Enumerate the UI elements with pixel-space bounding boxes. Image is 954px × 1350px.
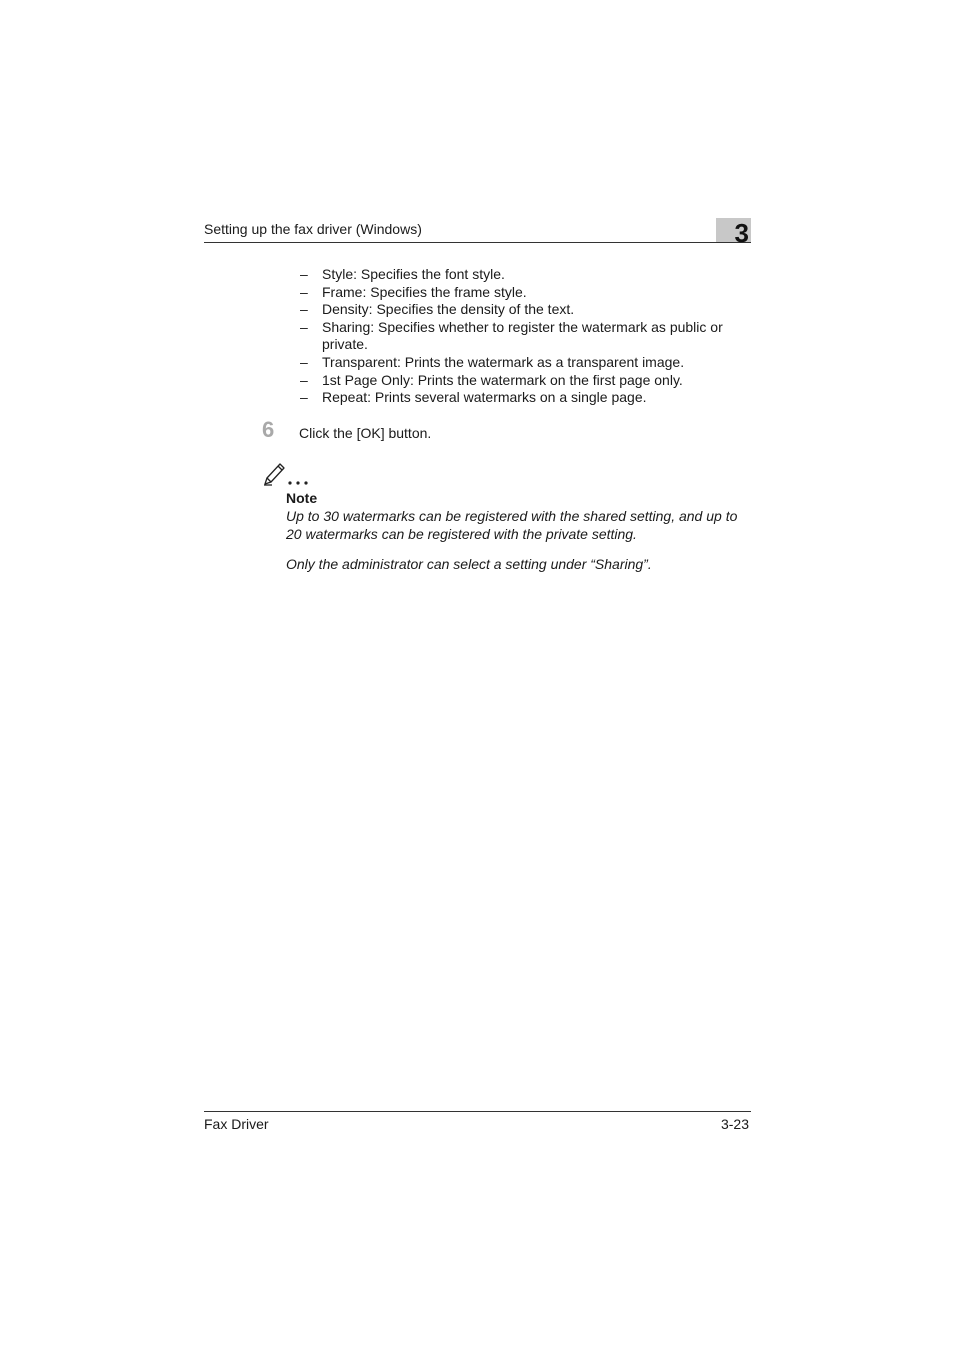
header-title: Setting up the fax driver (Windows): [204, 221, 422, 237]
list-item: [300, 389, 752, 407]
step-number: 6: [262, 417, 275, 442]
page-footer: [204, 1111, 751, 1136]
bullet-dash: –: [300, 318, 308, 335]
page-header: [204, 218, 751, 248]
list-item: [300, 284, 752, 302]
list-item-text: Style: Specifies the font style.: [322, 266, 505, 282]
list-item-text: Sharing: Specifies whether to register the watermark as public or private.: [322, 318, 723, 353]
list-item-text: Density: Specifies the density of the text.: [322, 301, 575, 318]
step-text: Click the [OK] button.: [299, 425, 432, 441]
bullet-dash: –: [300, 353, 308, 370]
page-number: 3-23: [720, 1116, 749, 1132]
list-item: [300, 372, 752, 390]
list-item-text: 1st Page Only: Prints the watermark on the first page only.: [322, 371, 683, 388]
step-6: [262, 418, 752, 444]
bullet-dash: –: [300, 266, 308, 282]
footer-title: Fax Driver: [204, 1116, 269, 1132]
bullet-dash: –: [300, 389, 308, 406]
option-list: [300, 266, 752, 407]
note-block: [286, 489, 754, 585]
pencil-note-icon: [263, 458, 311, 486]
list-item-text: Frame: Specifies the frame style.: [322, 283, 527, 300]
list-item: [300, 301, 752, 319]
list-item: [300, 319, 752, 354]
bullet-dash: –: [300, 371, 308, 388]
list-item-text: Repeat: Prints several watermarks on a single page.: [322, 389, 647, 406]
note-paragraph: Only the administrator can select a setting under “Sharing”.: [286, 556, 652, 572]
list-item: [300, 354, 752, 372]
chapter-number: 3: [734, 218, 749, 248]
chapter-badge: [716, 218, 751, 248]
note-label: Note: [286, 490, 318, 506]
list-item-text: Transparent: Prints the watermark as a transparent image.: [322, 353, 685, 370]
bullet-dash: –: [300, 283, 308, 300]
note-paragraph: Up to 30 watermarks can be registered with the shared setting, and up to 20 watermarks can be registered with the private setting.: [286, 508, 738, 542]
list-item: [300, 266, 752, 284]
bullet-dash: –: [300, 301, 308, 318]
